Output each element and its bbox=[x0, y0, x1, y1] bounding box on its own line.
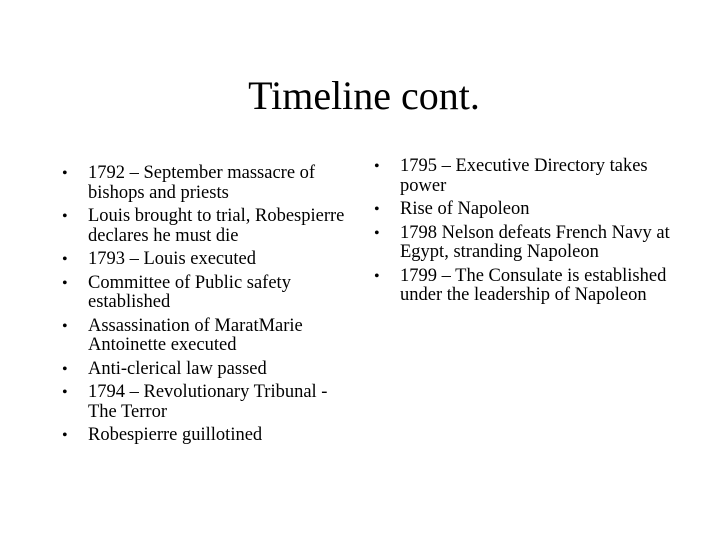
bullet-icon: • bbox=[62, 274, 68, 292]
bullet-icon: • bbox=[374, 224, 380, 242]
bullet-icon: • bbox=[62, 251, 68, 268]
list-item bbox=[62, 317, 352, 356]
list-item-text: Robespierre guillotined bbox=[88, 425, 263, 445]
list-item bbox=[62, 250, 352, 270]
list-item-text: 1798 Nelson defeats French Navy at Egypt, stranding Napoleon bbox=[400, 222, 670, 262]
list-item bbox=[62, 164, 352, 203]
bullet-icon: • bbox=[62, 317, 68, 335]
slide-title: Timeline cont. bbox=[248, 73, 480, 118]
right-bullet-list bbox=[374, 157, 674, 310]
list-item bbox=[62, 274, 352, 313]
list-item-text: Anti-clerical law passed bbox=[88, 358, 267, 379]
list-item-text: Assassination of MaratMarie Antoinette executed bbox=[88, 315, 303, 355]
bullet-icon: • bbox=[62, 165, 68, 182]
bullet-icon: • bbox=[374, 158, 380, 175]
bullet-icon: • bbox=[62, 360, 68, 378]
list-item-text: Committee of Public safety established bbox=[88, 272, 291, 312]
list-item-text: 1792 – September massacre of bishops and priests bbox=[88, 163, 316, 203]
bullet-icon: • bbox=[62, 384, 68, 401]
bullet-icon: • bbox=[62, 427, 68, 444]
left-bullet-list bbox=[62, 164, 352, 450]
list-item bbox=[62, 426, 352, 446]
bullet-icon: • bbox=[62, 208, 68, 225]
list-item-text: Louis brought to trial, Robespierre declares he must die bbox=[88, 206, 345, 246]
list-item bbox=[374, 200, 674, 220]
list-item bbox=[374, 224, 674, 263]
list-item-text: 1794 – Revolutionary Tribunal - The Terror bbox=[88, 382, 328, 422]
bullet-icon: • bbox=[374, 267, 380, 285]
list-item-text: 1795 – Executive Directory takes power bbox=[400, 156, 648, 196]
list-item bbox=[62, 383, 352, 422]
list-item-text: Rise of Napoleon bbox=[400, 199, 530, 219]
list-item bbox=[374, 267, 674, 306]
list-item-text: 1799 – The Consulate is established under the leadership of Napoleon bbox=[400, 265, 667, 305]
bullet-icon: • bbox=[374, 201, 380, 218]
list-item bbox=[374, 157, 674, 196]
list-item bbox=[62, 207, 352, 246]
list-item-text: 1793 – Louis executed bbox=[88, 249, 256, 269]
list-item bbox=[62, 360, 352, 380]
